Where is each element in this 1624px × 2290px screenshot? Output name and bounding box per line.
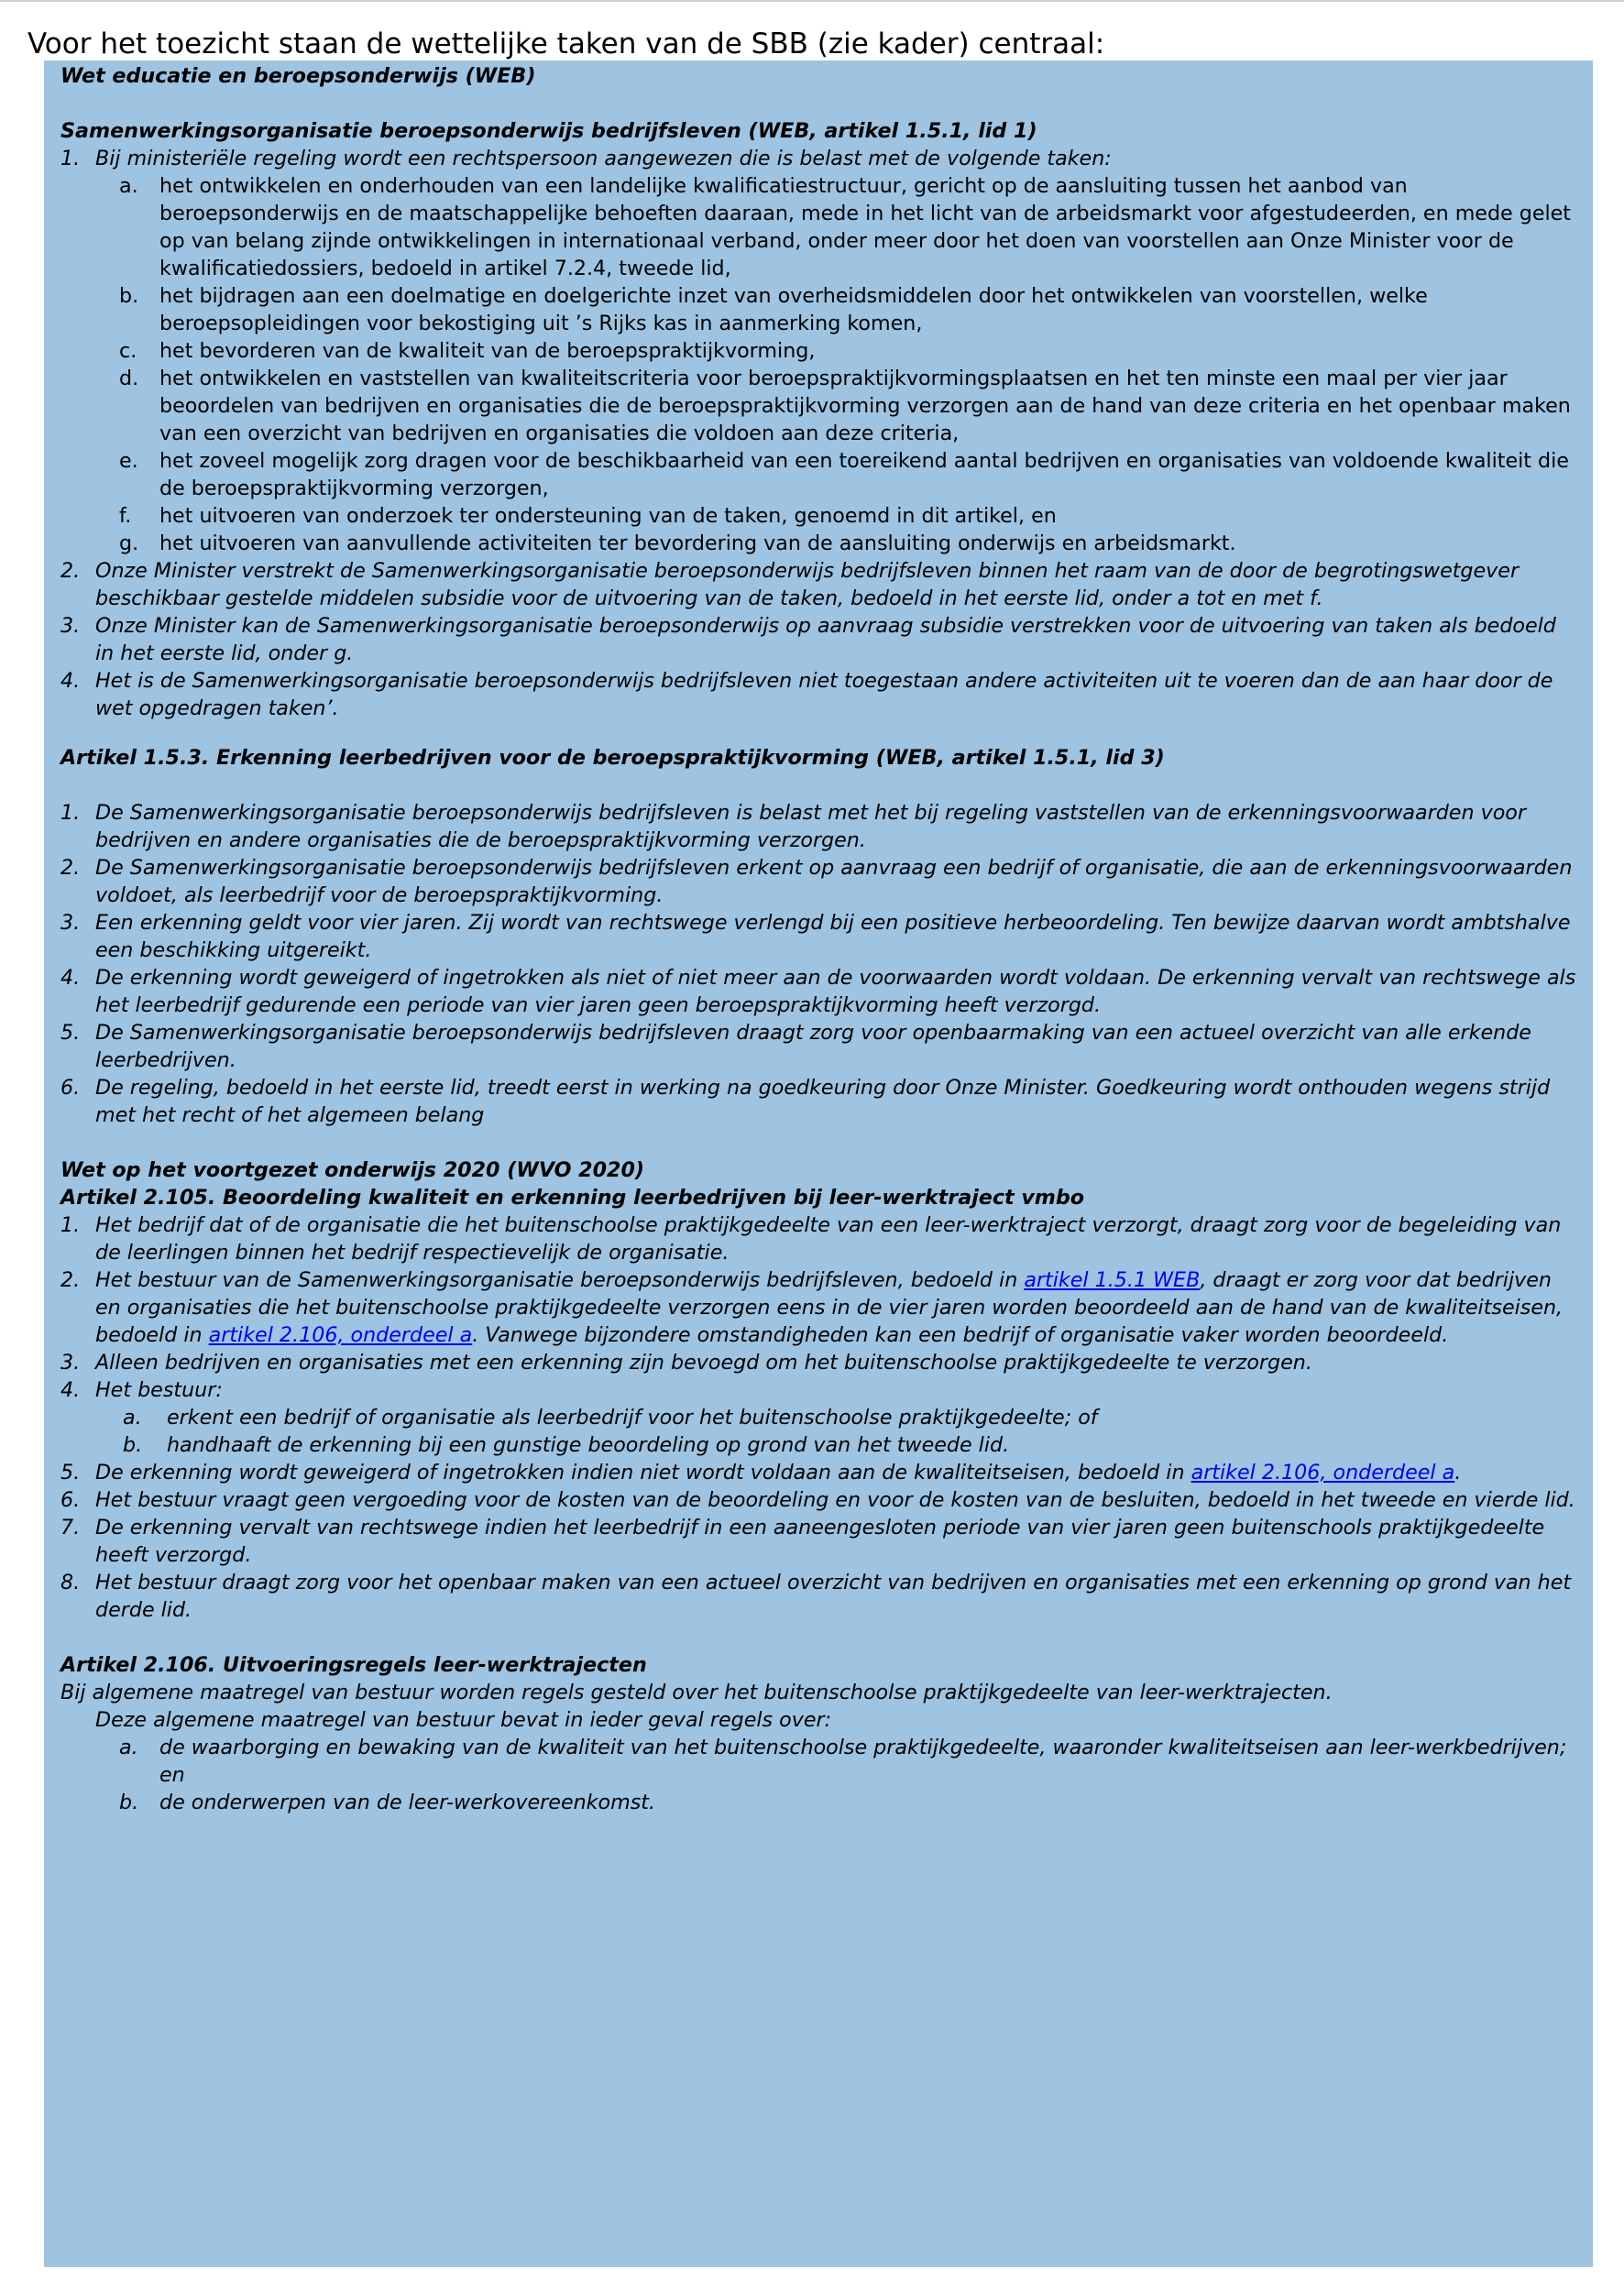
sub-text: het bevorderen van de kwaliteit van de beroepspraktijkvorming, <box>159 339 816 363</box>
wvo-article-2105-title: Artikel 2.105. Beoordeling kwaliteit en erkenning leerbedrijven bij leer-werktraject vmbo <box>60 1186 1085 1210</box>
sub-letter: e. <box>119 449 138 473</box>
art-2106-subitem-b <box>60 1789 1576 1816</box>
sub-text: de waarborging en bewaking van de kwaliteit van het buitenschoolse praktijkgedeelte, waaronder kwaliteitseisen aan leer-werkbedrijven; en <box>159 1736 1567 1787</box>
web-section1-title: Samenwerkingsorganisatie beroepsonderwijs bedrijfsleven (WEB, artikel 1.5.1, lid 1) <box>60 119 1037 143</box>
sub-letter: a. <box>123 1406 142 1430</box>
sub-letter: b. <box>119 284 139 308</box>
item-number: 4. <box>60 966 81 990</box>
item-text: De erkenning wordt geweigerd of ingetrokken als niet of niet meer aan de voorwaarden wordt voldaan. De erkenning vervalt van rechtswege als het leerbedrijf gedurende een periode van vier jaren geen beroepspraktijkvorming heeft verzorgd. <box>95 966 1576 1017</box>
wvo-item-6 <box>60 1486 1576 1514</box>
sub-letter: c. <box>119 339 137 363</box>
web-subitem-f <box>60 502 1576 530</box>
sub-letter: a. <box>119 1736 138 1759</box>
link-artikel-1-5-1-web[interactable]: artikel 1.5.1 WEB <box>1024 1268 1201 1292</box>
sub-text: de onderwerpen van de leer-werkovereenkomst. <box>159 1791 656 1814</box>
web-item-4 <box>60 667 1576 722</box>
sub-text: het uitvoeren van onderzoek ter ondersteuning van de taken, genoemd in dit artikel, en <box>159 504 1057 528</box>
item-number: 6. <box>60 1488 81 1512</box>
item-number: 2. <box>60 559 81 583</box>
item-number: 1. <box>60 801 81 825</box>
wvo-item-8 <box>60 1569 1576 1624</box>
item-text: Het bedrijf dat of de organisatie die het buitenschoolse praktijkgedeelte van een leer-werktraject verzorgt, draagt zorg voor de begeleiding van de leerlingen binnen het bedrijf respectievelijk de organisatie. <box>95 1213 1562 1265</box>
wvo-title: Wet op het voortgezet onderwijs 2020 (WVO 2020) <box>60 1158 645 1182</box>
top-divider <box>0 0 1624 2</box>
erkenning-item-4 <box>60 964 1576 1019</box>
item-text: De Samenwerkingsorganisatie beroepsonderwijs bedrijfsleven draagt zorg voor openbaarmaking van een actueel overzicht van alle erkende leerbedrijven. <box>95 1021 1531 1072</box>
link-artikel-2-106-a[interactable]: artikel 2.106, onderdeel a <box>208 1323 473 1347</box>
item-number: 6. <box>60 1076 81 1100</box>
sub-text: het ontwikkelen en onderhouden van een landelijke kwalificatiestructuur, gericht op de aansluiting tussen het aanbod van beroepsonderwijs en de maatschappelijke behoeften daaraan, mede in het licht van de arbeidsmarkt voor afgestudeerden, en mede gelet op van belang zijnde ontwikkelingen in internationaal verband, onder meer door het doen van voorstellen aan Onze Minister voor de kwalificatiedossiers, bedoeld in artikel 7.2.4, tweede lid, <box>159 174 1571 280</box>
sub-text: handhaaft de erkenning bij een gunstige beoordeling op grond van het tweede lid. <box>167 1433 1010 1457</box>
web-section2-title: Artikel 1.5.3. Erkenning leerbedrijven voor de beroepspraktijkvorming (WEB, artikel 1.5.1, lid 3) <box>60 746 1165 770</box>
web-subitem-c <box>60 337 1576 365</box>
sub-letter: f. <box>119 504 132 528</box>
item-text: Onze Minister verstrekt de Samenwerkingsorganisatie beroepsonderwijs bedrijfsleven binnen het raam van de door de begrotingswetgever beschikbaar gestelde middelen subsidie voor de uitvoering van de taken, bedoeld in het eerste lid, onder a tot en met f. <box>95 559 1520 610</box>
intro-text: Voor het toezicht staan de wettelijke taken van de SBB (zie kader) centraal: <box>27 27 1105 60</box>
item-number: 1. <box>60 1213 81 1237</box>
wvo-item-5 <box>60 1459 1576 1486</box>
item-text: Alleen bedrijven en organisaties met een erkenning zijn bevoegd om het buitenschoolse praktijkgedeelte te verzorgen. <box>95 1351 1312 1375</box>
erkenning-item-2 <box>60 854 1576 909</box>
web-subitem-g <box>60 530 1576 557</box>
item-number: 8. <box>60 1571 81 1594</box>
sub-text: erkent een bedrijf of organisatie als leerbedrijf voor het buitenschoolse praktijkgedeelte; of <box>167 1406 1098 1430</box>
sub-letter: b. <box>119 1791 139 1814</box>
art-2106-subitem-a <box>60 1734 1576 1789</box>
web-subitem-a <box>60 172 1576 282</box>
item-number: 3. <box>60 1351 81 1375</box>
item-text: De Samenwerkingsorganisatie beroepsonderwijs bedrijfsleven is belast met het bij regeling vaststellen van de erkenningsvoorwaarden voor bedrijven en andere organisaties die de beroepspraktijkvorming verzorgen. <box>95 801 1526 852</box>
item-number: 5. <box>60 1021 81 1045</box>
wvo-item-2 <box>60 1266 1576 1349</box>
item-text: Een erkenning geldt voor vier jaren. Zij wordt van rechtswege verlengd bij een positieve herbeoordeling. Ten bewijze daarvan wordt ambtshalve een beschikking uitgereikt. <box>95 911 1571 962</box>
link-artikel-2-106-a[interactable]: artikel 2.106, onderdeel a <box>1191 1461 1455 1485</box>
item-number: 4. <box>60 669 81 693</box>
sub-letter: b. <box>123 1433 143 1457</box>
sub-letter: d. <box>119 367 139 390</box>
item-text-post: . <box>1454 1461 1462 1485</box>
erkenning-item-3 <box>60 909 1576 964</box>
item-text: Onze Minister kan de Samenwerkingsorganisatie beroepsonderwijs op aanvraag subsidie verstrekken voor de uitvoering van taken als bedoeld in het eerste lid, onder g. <box>95 614 1556 665</box>
sub-text: het uitvoeren van aanvullende activiteiten ter bevordering van de aansluiting onderwijs en arbeidsmarkt. <box>159 531 1236 555</box>
item-text-mid: , draagt er zorg voor dat bedrijven en organisaties die het buitenschoolse praktijkgedeelte verzorgen eens in de vier jaren worden beoordeeld aan de hand van de kwaliteitseisen, bedoeld in <box>95 1268 1564 1347</box>
item-text: Het bestuur: <box>95 1378 223 1402</box>
web-subitem-e <box>60 447 1576 502</box>
sub-text: het bijdragen aan een doelmatige en doelgerichte inzet van overheidsmiddelen door het ontwikkelen van voorstellen, welke beroepsopleidingen voor bekostiging uit ’s Rijks kas in aanmerking komen, <box>159 284 1428 335</box>
web-item-2 <box>60 557 1576 612</box>
item-number: 3. <box>60 614 81 638</box>
wvo-subitem-a <box>60 1404 1576 1431</box>
item-text: Het bestuur vraagt geen vergoeding voor de kosten van de beoordeling en voor de kosten van de besluiten, bedoeld in het tweede en vierde lid. <box>95 1488 1575 1512</box>
web-title: Wet educatie en beroepsonderwijs (WEB) <box>60 64 536 88</box>
sub-text: het zoveel mogelijk zorg dragen voor de beschikbaarheid van een toereikend aantal bedrijven en organisaties van voldoende kwaliteit die de beroepspraktijkvorming verzorgen, <box>159 449 1569 500</box>
sub-text: het ontwikkelen en vaststellen van kwaliteitscriteria voor beroepspraktijkvormingsplaatsen en het ten minste een maal per vier jaar beoordelen van bedrijven en organisaties die de beroepspraktijkvorming verzorgen aan de hand van deze criteria en het openbaar maken van een overzicht van bedrijven en organisaties die voldoen aan deze criteria, <box>159 367 1571 445</box>
wvo-item-3 <box>60 1349 1576 1376</box>
art-2106-paragraph-2: Deze algemene maatregel van bestuur bevat in ieder geval regels over: <box>95 1708 832 1732</box>
item-number: 3. <box>60 911 81 935</box>
item-text-pre: De erkenning wordt geweigerd of ingetrokken indien niet wordt voldaan aan de kwaliteitseisen, bedoeld in <box>95 1461 1191 1485</box>
item-text: Het bestuur draagt zorg voor het openbaar maken van een actueel overzicht van bedrijven en organisaties met een erkenning op grond van het derde lid. <box>95 1571 1572 1622</box>
item-number: 2. <box>60 856 81 880</box>
erkenning-item-6 <box>60 1074 1576 1129</box>
item-text: Het is de Samenwerkingsorganisatie beroepsonderwijs bedrijfsleven niet toegestaan andere activiteiten uit te voeren dan de aan haar door de wet opgedragen taken’. <box>95 669 1553 720</box>
wvo-item-1 <box>60 1211 1576 1266</box>
wvo-subitem-b <box>60 1431 1576 1459</box>
item-text: Bij ministeriële regeling wordt een rechtspersoon aangewezen die is belast met de volgende taken: <box>95 147 1112 170</box>
item-text: De Samenwerkingsorganisatie beroepsonderwijs bedrijfsleven erkent op aanvraag een bedrijf of organisatie, die aan de erkenningsvoorwaarden voldoet, als leerbedrijf voor de beroepspraktijkvorming. <box>95 856 1573 907</box>
item-number: 2. <box>60 1268 81 1292</box>
art-2106-paragraph-1: Bij algemene maatregel van bestuur worden regels gesteld over het buitenschoolse praktijkgedeelte van leer-werktrajecten. <box>60 1681 1333 1704</box>
item-text-pre: Het bestuur van de Samenwerkingsorganisatie beroepsonderwijs bedrijfsleven, bedoeld in <box>95 1268 1025 1292</box>
erkenning-item-5 <box>60 1019 1576 1074</box>
web-subitem-d <box>60 365 1576 447</box>
item-number: 5. <box>60 1461 81 1485</box>
sub-letter: a. <box>119 174 138 198</box>
item-number: 7. <box>60 1516 81 1539</box>
web-item-1 <box>60 145 1576 172</box>
web-subitem-b <box>60 282 1576 337</box>
item-text-post: . Vanwege bijzondere omstandigheden kan een bedrijf of organisatie vaker worden beoordeeld. <box>472 1323 1449 1347</box>
web-item-3 <box>60 612 1576 667</box>
wvo-article-2106-title: Artikel 2.106. Uitvoeringsregels leer-werktrajecten <box>60 1653 647 1677</box>
item-number: 4. <box>60 1378 81 1402</box>
wvo-item-7 <box>60 1514 1576 1569</box>
item-text: De regeling, bedoeld in het eerste lid, treedt eerst in werking na goedkeuring door Onze Minister. Goedkeuring wordt onthouden wegens strijd met het recht of het algemeen belang <box>95 1076 1551 1127</box>
sub-letter: g. <box>119 531 139 555</box>
law-text-frame <box>44 60 1593 2267</box>
item-text: De erkenning vervalt van rechtswege indien het leerbedrijf in een aaneengesloten periode van vier jaren geen buitenschools praktijkgedeelte heeft verzorgd. <box>95 1516 1545 1567</box>
item-number: 1. <box>60 147 81 170</box>
erkenning-item-1 <box>60 799 1576 854</box>
wvo-item-4 <box>60 1376 1576 1404</box>
